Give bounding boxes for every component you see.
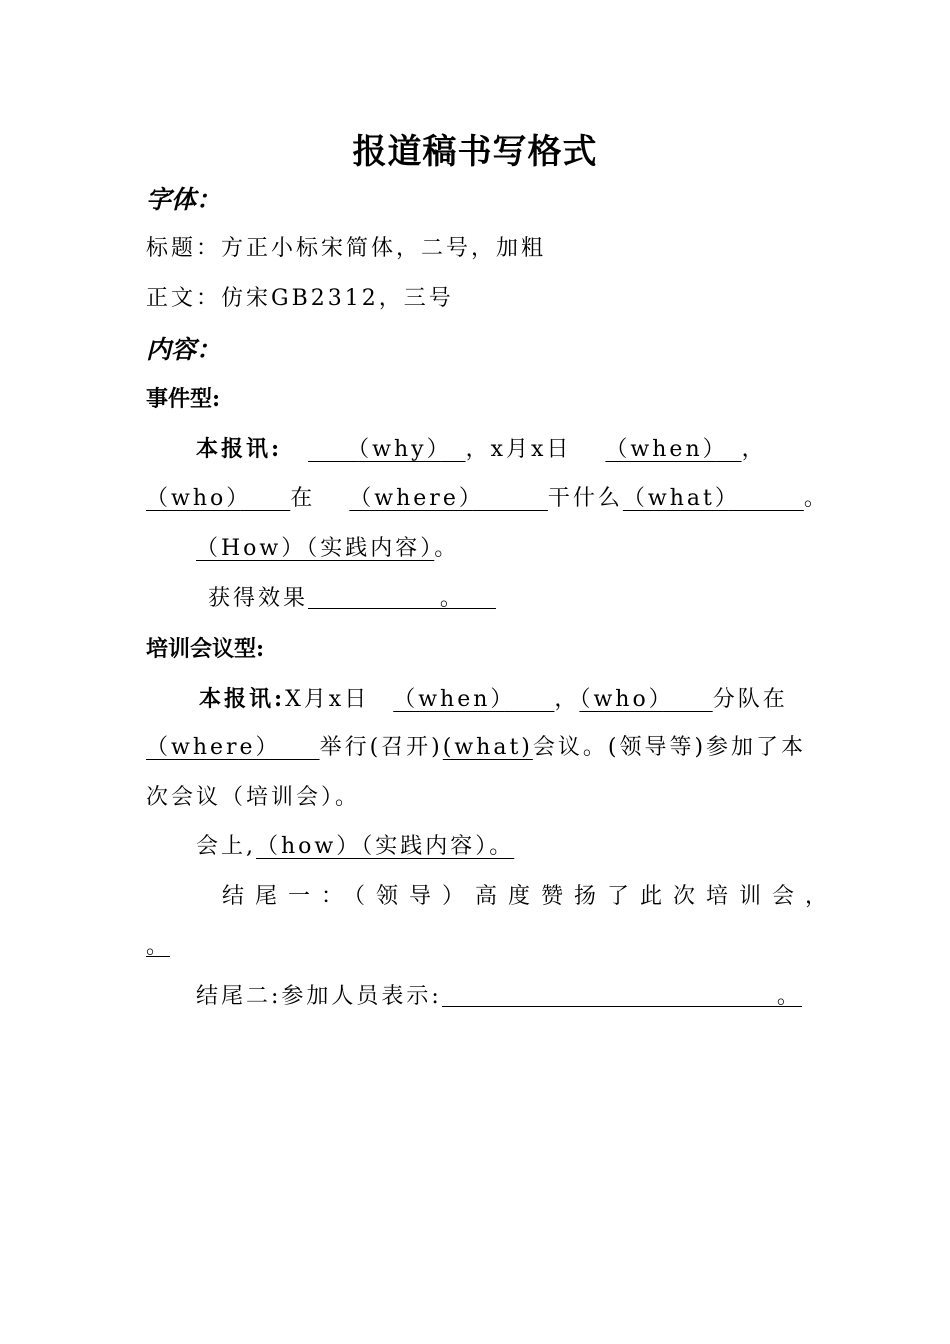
meeting-line-4 (196, 832, 514, 862)
document-title: 报道稿书写格式 (352, 132, 598, 172)
meeting-ending-1-cont (146, 932, 170, 962)
event-line-1 (196, 434, 767, 465)
meeting-rest-1: 会议。(领导等)参加了本 (532, 735, 807, 760)
event-line-4 (208, 584, 496, 614)
event-how-blank: （How）（实践内容） (196, 536, 435, 561)
meeting-ending-2-blank: 。 (442, 982, 802, 1007)
meeting-ending-1-blank: 。 (146, 934, 172, 959)
meeting-when-blank: （when） (393, 687, 505, 712)
event-what-blank: （what） (622, 486, 729, 511)
meeting-who-blank: （who） (579, 687, 663, 712)
font-section-heading: 字体： (146, 185, 222, 214)
meeting-label: 本报讯: (199, 686, 286, 712)
meeting-line-1 (199, 684, 788, 715)
event-line-3 (196, 534, 459, 564)
meeting-ending-2 (196, 982, 802, 1012)
meeting-type-heading: 培训会议型: (146, 636, 265, 662)
event-when-blank: （when） (605, 437, 717, 462)
event-type-heading: 事件型: (146, 386, 221, 412)
event-comma: ， (741, 437, 767, 462)
content-heading: 内容： (146, 335, 222, 364)
meeting-held: 举行(召开) (319, 735, 443, 760)
meeting-date: X月x日 (285, 687, 370, 712)
event-line-2 (146, 484, 829, 514)
meeting-line-3: 次会议（培训会）。 (146, 785, 361, 810)
event-result-label: 获得效果 (208, 586, 309, 611)
font-title-rule: 标题：方正小标宋简体，二号，加粗 (146, 236, 547, 261)
event-why-blank: （why） (358, 437, 441, 462)
meeting-line-2 (146, 733, 806, 763)
event-doing: 干什么 (547, 486, 623, 511)
event-label: 本报讯: (196, 436, 283, 462)
event-period: 。 (803, 486, 829, 511)
event-at: 在 (290, 486, 316, 511)
event-result-blank: 。 (308, 584, 496, 609)
meeting-ending-2-label: 结尾二:参加人员表示: (196, 984, 442, 1009)
event-who-blank: （who） (146, 486, 241, 511)
meeting-what-blank: (what) (442, 735, 533, 760)
meeting-team-at: 分队在 (712, 687, 788, 712)
meeting-how-blank: （how）（实践内容）。 (256, 834, 515, 859)
event-where-blank: （where） (349, 486, 473, 511)
meeting-where-blank: （where） (146, 735, 270, 760)
meeting-on: 会上, (196, 834, 256, 859)
meeting-comma: ， (554, 687, 580, 712)
font-body-rule: 正文：仿宋GB2312，三号 (146, 286, 454, 311)
meeting-ending-1: 结尾一：（领导）高度赞扬了此次培训会， (222, 884, 839, 909)
event-date: ，x月x日 (465, 437, 572, 462)
event-how-end: 。 (434, 536, 460, 561)
